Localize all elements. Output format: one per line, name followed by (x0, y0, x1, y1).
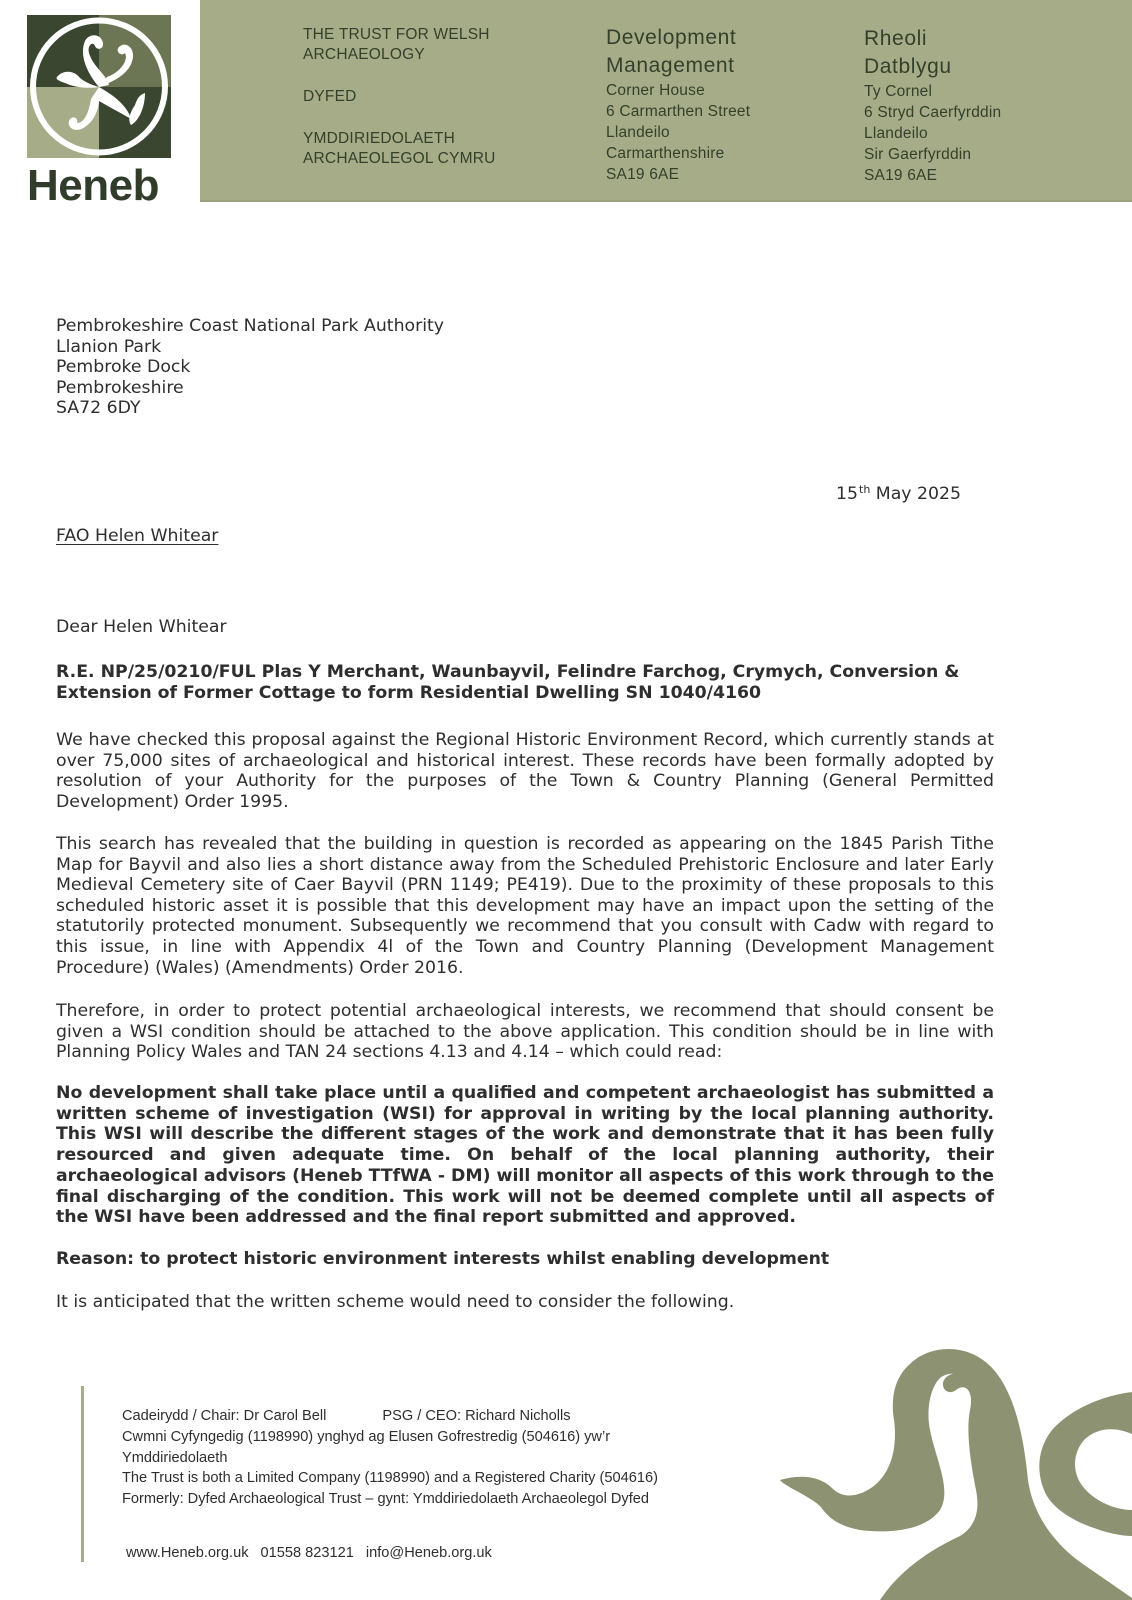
address-line: 6 Carmarthen Street (606, 103, 751, 120)
logo-wordmark: Heneb (27, 161, 159, 210)
address-line: Carmarthenshire (606, 145, 725, 162)
address-line: SA19 6AE (864, 167, 938, 184)
recipient-line: SA72 6DY (56, 398, 141, 419)
dept-title: Datblygu (864, 55, 952, 78)
phone-number: 01558 823121 (260, 1545, 354, 1561)
recipient-line: Pembroke Dock (56, 357, 191, 378)
legal-line: Formerly: Dyfed Archaeological Trust – gynt: Ymddiriedolaeth Archaeolegol Dyfed (122, 1491, 649, 1508)
wsi-condition: No development shall take place until a qualified and competent archaeologist has submitted a written scheme of investigation (WSI) for approval in writing by the local planning authority. This WSI will describe the different stages of the work and demonstrate that it has been fully resourced and given adequate time. On behalf of the local planning authority, their archaeological advisors (Heneb TTfWA - DM) will monitor all aspects of this work through to the final discharging of the condition. This work will not be deemed complete until all aspects of the WSI have been addressed and the final report submitted and approved. (56, 1083, 994, 1228)
ceo: PSG / CEO: Richard Nicholls (382, 1408, 571, 1424)
address-line: Sir Gaerfyrddin (864, 146, 972, 163)
chair: Cadeirydd / Chair: Dr Carol Bell (122, 1408, 327, 1424)
heneb-logo (27, 15, 171, 210)
english-address-block (606, 24, 750, 185)
header-band (200, 0, 1132, 202)
date-rest: May 2025 (875, 484, 961, 504)
recipient-line: Pembrokeshire Coast National Park Authority (56, 316, 444, 336)
paragraph-her-check: We have checked this proposal against the Regional Historic Environment Record, which currently stands at over 75,000 sites of archaeological and historical interest. These records have been formally adopted by resolution of your Authority for the purposes of the Town & Country Planning (General Permitted Development) Order 1995. (56, 730, 994, 812)
paragraph-search-results: This search has revealed that the building in question is recorded as appearing on the 1845 Parish Tithe Map for Bayvil and also lies a short distance away from the Scheduled Prehistoric Enclosure and later Early Medieval Cemetery site of Caer Bayvil (PRN 1149; PE419). Due to the proximity of these proposals to this scheduled historic asset it is possible that this development may have an impact upon the setting of the statutorily protected monument. Subsequently we recommend that you consult with Cadw with regard to this issue, in line with Appendix 4l of the Town and Country Planning (Development Management Procedure) (Wales) (Amendments) Order 2016. (56, 834, 994, 978)
legal-line: Cwmni Cyfyngedig (1198990) ynghyd ag Elusen Gofrestredig (504616) yw’r (122, 1428, 611, 1445)
org-name-line: DYFED (303, 88, 357, 105)
date-day: 15 (836, 484, 858, 504)
recipient-address (56, 316, 994, 419)
org-name-line: ARCHAEOLEGOL CYMRU (303, 150, 496, 167)
date-suffix: th (859, 483, 871, 496)
decorative-swirl-icon (780, 1330, 1132, 1600)
address-line: Llandeilo (606, 124, 670, 141)
welsh-address-block (864, 25, 1001, 186)
legal-line: The Trust is both a Limited Company (1198990) and a Registered Charity (504616) (122, 1470, 658, 1487)
website-link[interactable]: www.Heneb.org.uk (126, 1545, 249, 1561)
address-line: 6 Stryd Caerfyrddin (864, 104, 1002, 121)
address-line: SA19 6AE (606, 166, 680, 183)
org-name-line: ARCHAEOLOGY (303, 46, 425, 63)
subject-line: R.E. NP/25/0210/FUL Plas Y Merchant, Waunbayvil, Felindre Farchog, Crymych, Conversion & Extension of Former Cottage to form Residential Dwelling SN 1040/4160 (56, 662, 960, 703)
address-line: Llandeilo (864, 125, 928, 142)
org-names (303, 25, 496, 169)
dept-title: Management (606, 54, 735, 77)
recipient-line: Pembrokeshire (56, 377, 184, 398)
address-line: Corner House (606, 82, 705, 99)
condition-reason: Reason: to protect historic environment interests whilst enabling development (56, 1249, 830, 1269)
legal-line: Ymddiriedolaeth (122, 1449, 228, 1466)
email-link[interactable]: info@Heneb.org.uk (365, 1545, 492, 1561)
dept-title: Development (606, 26, 737, 49)
address-line: Ty Cornel (864, 83, 933, 100)
footer-contact (126, 1545, 492, 1561)
letter-date (836, 483, 961, 504)
officers-row (122, 1406, 658, 1427)
anticipated-line: It is anticipated that the written scheme would need to consider the following. (56, 1292, 735, 1312)
footer-divider (81, 1386, 84, 1562)
recipient-line: Llanion Park (56, 336, 162, 357)
paragraph-recommendation: Therefore, in order to protect potential archaeological interests, we recommend that should consent be given a WSI condition should be attached to the above application. This condition should be in line with Planning Policy Wales and TAN 24 sections 4.13 and 4.14 – which could read: (56, 1001, 994, 1063)
org-name-line: THE TRUST FOR WELSH (303, 26, 490, 43)
fao-line: FAO Helen Whitear (56, 526, 219, 546)
footer-legal (122, 1406, 658, 1510)
triskele-logo-icon (27, 15, 171, 158)
org-name-line: YMDDIRIEDOLAETH (303, 130, 455, 147)
greeting: Dear Helen Whitear (56, 617, 227, 637)
dept-title: Rheoli (864, 27, 928, 50)
